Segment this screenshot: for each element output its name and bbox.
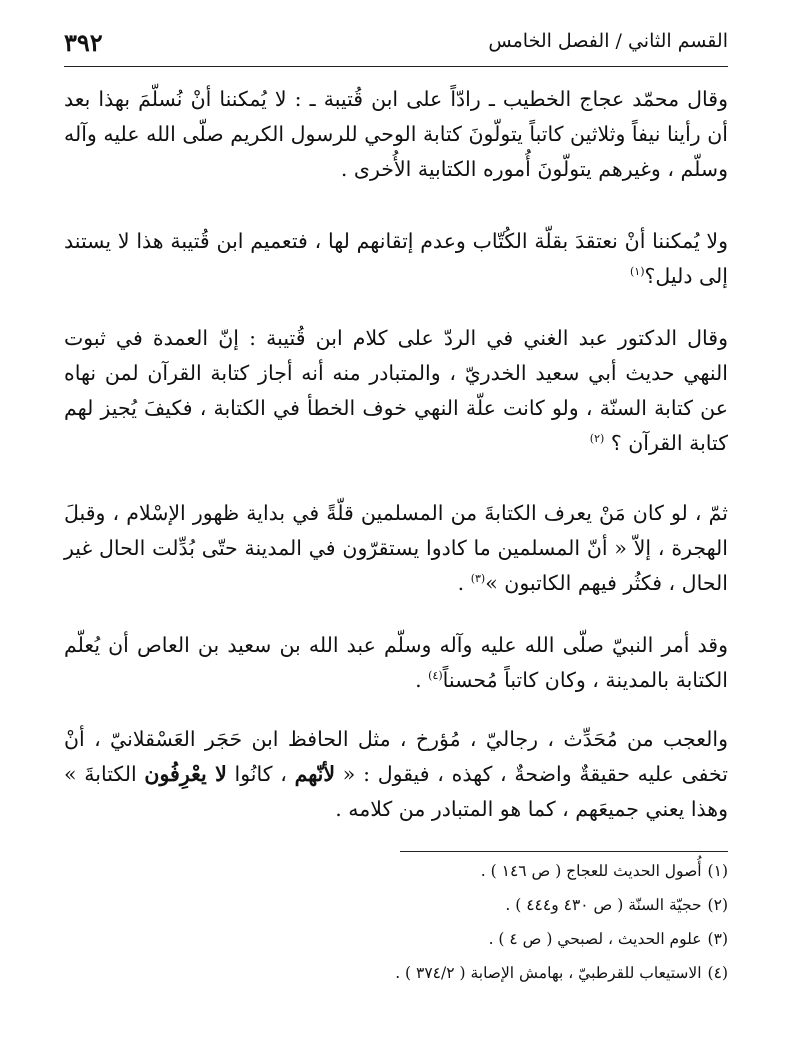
paragraph-3-text: وقال الدكتور عبد الغني في الردّ على كلام ابن قُتيبة : إنّ العمدة في ثبوت النهي حديث أبي سعيد الخدريّ ، والمتبادر منه أنه أجاز كتابة القرآن لمن نهاه عن كتابة السنّة ، ولو كانت علّة النهي خوف الخطأ في الكتابة ، فكيفَ يُجيز لهم كتابة القرآن ؟ [64,326,728,455]
running-header [64,26,728,67]
footnote-ref-1: (١) [629,265,645,279]
paragraph-5 [64,628,728,698]
page-number: ٣٩٢ [64,28,103,57]
footnote-ref-4: (٤) [428,669,443,683]
paragraph-5-tail: . [415,668,429,692]
footnote-4 [64,964,728,982]
paragraph-4 [64,496,728,601]
paragraph-1 [64,82,728,187]
paragraph-3 [64,321,728,461]
paragraph-2-text: ولا يُمكننا أنْ نعتقدَ بقلّة الكُتّاب وعدم إتقانهم لها ، فتعميم ابن قُتيبة هذا لا يستند إلى دليل؟ [64,229,728,288]
footnote-3 [64,930,728,948]
section-title: القسم الثاني / الفصل الخامس [488,30,728,52]
footnote-2-text: حجيّة السنّة ( ص ٤٣٠ و٤٤٤ ) . [505,896,702,914]
footnote-1 [64,862,728,880]
paragraph-6-text-a: والعجب من مُحَدِّث ، رجاليّ ، مُؤرخ ، مثل الحافظ ابن حَجَر العَسْقلانيّ ، أنْ تخفى عليه حقيقةٌ واضحةٌ ، كهذه ، فيقول : « [64,727,728,786]
paragraph-4-text: ثمّ ، لو كان مَنْ يعرف الكتابةَ من المسلمين قلّةً في بداية ظهور الإسْلام ، وقبلَ الهجرة ، إلاّ « أنّ المسلمين ما كادوا يستقرّون في المدينة حتّى بُدِّلت الحال غير الحال ، فكثُر فيهم الكاتبون » [64,501,728,595]
footnote-1-text: أُصول الحديث للعجاج ( ص ١٤٦ ) . [480,862,702,880]
footnote-3-number: (٣) [707,930,728,948]
paragraph-6-text-c: الكتابةَ » وهذا يعني جميعَهم ، كما هو المتبادر من كلامه . [64,762,728,821]
paragraph-1-text: وقال محمّد عجاج الخطيب ـ رادّاً على ابن قُتيبة ـ : لا يُمكننا أنْ نُسلّمَ بهذا بعد أن رأينا نيفاً وثلاثين كاتباً يتولّونَ كتابة الوحي للرسول الكريم صلّى الله عليه وآله وسلّم ، وغيرهم يتولّونَ أُموره الكتابية الأُخرى . [64,87,729,181]
paragraph-5-text: وقد أمر النبيّ صلّى الله عليه وآله وسلّم عبد الله بن سعيد بن العاص أن يُعلّم الكتابة بالمدينة ، وكان كاتباً مُحسناً [64,633,728,692]
footnote-ref-3: (٣) [470,572,486,586]
footnote-2-number: (٢) [707,896,728,914]
footnote-1-number: (١) [707,862,728,880]
paragraph-4-tail: . [457,571,471,595]
paragraph-2 [64,224,728,294]
footnote-3-text: علوم الحديث ، لصبحي ( ص ٤ ) . [488,930,702,948]
paragraph-6 [64,722,728,827]
footnote-4-text: الاستيعاب للقرطبيّ ، بهامش الإصابة ( ٣٧٤/٢ ) . [395,964,702,982]
footnote-ref-2: (٢) [589,432,605,446]
footnote-4-number: (٤) [707,964,728,982]
paragraph-6-text-b: ، كانُوا [226,762,295,786]
paragraph-6-bold-a: لأنّهم [294,762,336,786]
footnote-2 [64,896,728,914]
paragraph-6-bold-b: لا يعْرِفُون [144,762,227,786]
footnote-divider [400,851,728,852]
